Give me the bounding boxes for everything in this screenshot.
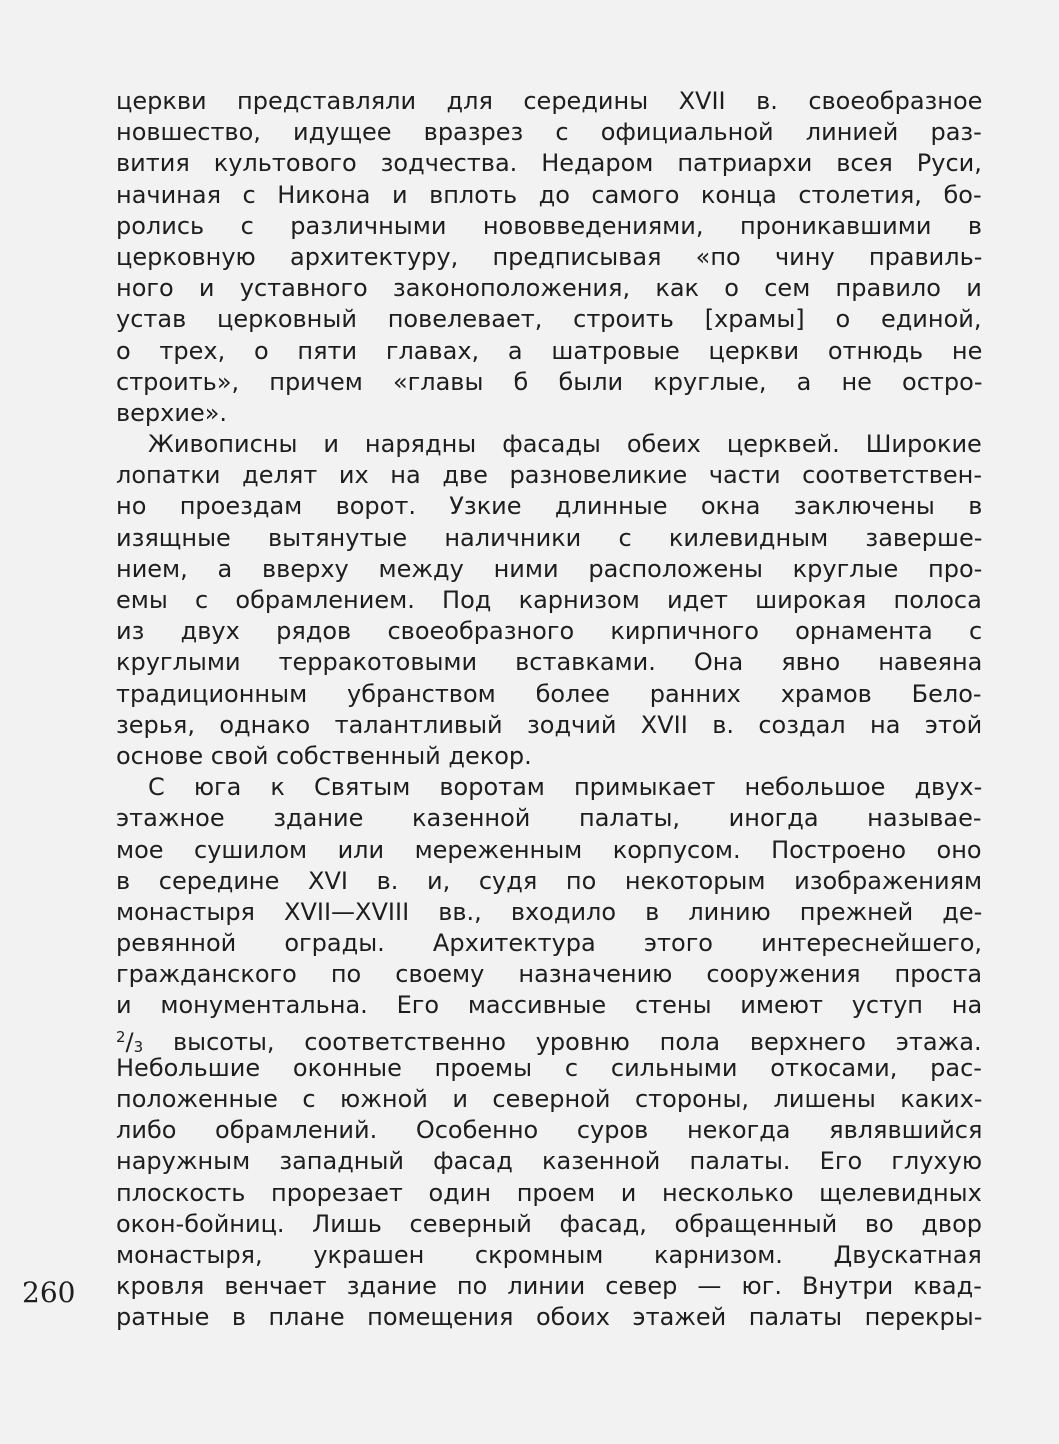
text-line: [116, 1178, 982, 1209]
text-line: [116, 429, 982, 460]
text-line-content: ратные в плане помещения обоих этажей палаты перекры-: [116, 1303, 983, 1332]
text-line: [116, 460, 982, 491]
text-line-content: ролись с различными нововведениями, проникавшими в: [116, 211, 983, 240]
text-line: [116, 928, 982, 959]
text-line: [116, 1084, 982, 1115]
text-line-content: гражданского по своему назначению сооружения проста: [116, 960, 983, 989]
text-line-content: основе свой собственный декор.: [116, 741, 532, 770]
text-line-content: но проездам ворот. Узкие длинные окна заключены в: [116, 492, 983, 521]
text-line-content: нием, а вверху между ними расположены круглые про-: [116, 554, 983, 583]
text-line-content: монастыря, украшен скромным карнизом. Двускатная: [116, 1240, 982, 1269]
text-line: [116, 1053, 982, 1084]
text-line-content: лопатки делят их на две разновеликие части соответствен-: [116, 461, 983, 490]
text-line-content: новшество, идущее вразрез с официальной линией раз-: [116, 118, 982, 147]
text-line: [116, 1146, 982, 1177]
text-line: [116, 959, 982, 990]
text-line-content: в середине XVI в. и, судя по некоторым изображениям: [116, 866, 983, 895]
text-line-content: кровля венчает здание по линии север — юг. Внутри квад-: [116, 1272, 982, 1301]
text-line: [116, 304, 982, 335]
text-line-content: верхие».: [116, 398, 228, 427]
text-line-content: высоты, соответственно уровню пола верхнего этажа.: [172, 1027, 982, 1056]
text-line-content: и монументальна. Его массивные стены имеют уступ на: [116, 991, 983, 1020]
text-line-content: мое сушилом или мереженным корпусом. Построено оно: [116, 835, 982, 864]
text-line-content: изящные вытянутые наличники с килевидным заверше-: [116, 523, 983, 552]
text-line-content: из двух рядов своеобразного кирпичного орнамента с: [116, 617, 983, 646]
text-line: [116, 523, 982, 554]
text-line-content: плоскость прорезает один проем и несколько щелевидных: [116, 1178, 982, 1207]
text-line: [116, 772, 982, 803]
text-line-content: либо обрамлений. Особенно суров некогда являвшийся: [116, 1116, 983, 1145]
text-line: [116, 117, 982, 148]
text-line: [116, 679, 982, 710]
text-line-content: этажное здание казенной палаты, иногда называе-: [116, 804, 982, 833]
fraction: [116, 1028, 143, 1056]
text-line-content: зерья, однако талантливый зодчий XVII в. создал на этой: [116, 710, 983, 739]
text-line: [116, 585, 982, 616]
text-line: [116, 1240, 982, 1271]
text-line-content: о трех, о пяти главах, а шатровые церкви отнюдь не: [116, 336, 983, 365]
text-line: [116, 710, 982, 741]
text-line: [116, 148, 982, 179]
text-line-content: церкви представляли для середины XVII в. своеобразное: [116, 87, 983, 115]
text-line-content: ревянной ограды. Архитектура этого интереснейшего,: [116, 929, 983, 958]
text-line: [116, 1115, 982, 1146]
text-line: [116, 491, 982, 522]
text-line: [116, 398, 982, 429]
text-line: [116, 803, 982, 834]
text-line: [116, 554, 982, 585]
text-line-content: устав церковный повелевает, строить [храмы] о единой,: [116, 305, 982, 334]
text-line: [116, 211, 982, 242]
text-line: [116, 86, 982, 117]
text-line: [116, 1209, 982, 1240]
text-line-content: Небольшие оконные проемы с сильными откосами, рас-: [116, 1053, 982, 1082]
text-line-content: ного и уставного законоположения, как о сем правило и: [116, 274, 982, 303]
text-line-content: круглыми терракотовыми вставками. Она явно навеяна: [116, 648, 983, 677]
text-line: [116, 242, 982, 273]
body-text: [116, 86, 982, 1334]
text-line: [116, 616, 982, 647]
text-line-content: окон-бойниц. Лишь северный фасад, обращенный во двор: [116, 1209, 982, 1238]
text-line: [116, 1302, 982, 1333]
text-line-content: традиционным убранством более ранних храмов Бело-: [116, 679, 982, 708]
text-line-content: вития культового зодчества. Недаром патриархи всея Руси,: [116, 149, 982, 178]
text-line: [116, 866, 982, 897]
text-line-content: положенные с южной и северной стороны, лишены каких-: [116, 1085, 983, 1113]
text-line-content: Живописны и нарядны фасады обеих церквей. Широкие: [148, 430, 982, 459]
fraction-slash: /: [125, 1027, 134, 1056]
text-line-content: С юга к Святым воротам примыкает небольшое двух-: [148, 773, 983, 802]
page-number: 260: [22, 1276, 76, 1309]
text-line: [116, 336, 982, 367]
text-line: [116, 897, 982, 928]
text-line-content: емы с обрамлением. Под карнизом идет широкая полоса: [116, 586, 982, 614]
text-line: [116, 741, 982, 772]
fraction-denominator: 3: [133, 1037, 144, 1056]
text-line: [116, 1271, 982, 1302]
text-line-content: церковную архитектуру, предписывая «по чину правиль-: [116, 242, 983, 271]
text-line: [116, 835, 982, 866]
text-line-content: начиная с Никона и вплоть до самого конца столетия, бо-: [116, 180, 982, 209]
text-line-content: строить», причем «главы б были круглые, а не остро-: [116, 367, 983, 396]
text-line: [116, 273, 982, 304]
text-line: [116, 1022, 982, 1056]
fraction-numerator: 2: [116, 1027, 126, 1046]
text-line: [116, 647, 982, 678]
text-line: [116, 990, 982, 1021]
text-line: [116, 367, 982, 398]
text-line-content: наружным западный фасад казенной палаты. Его глухую: [116, 1147, 983, 1176]
text-line: [116, 180, 982, 211]
text-line-content: монастыря XVII—XVIII вв., входило в линию прежней де-: [116, 897, 983, 926]
